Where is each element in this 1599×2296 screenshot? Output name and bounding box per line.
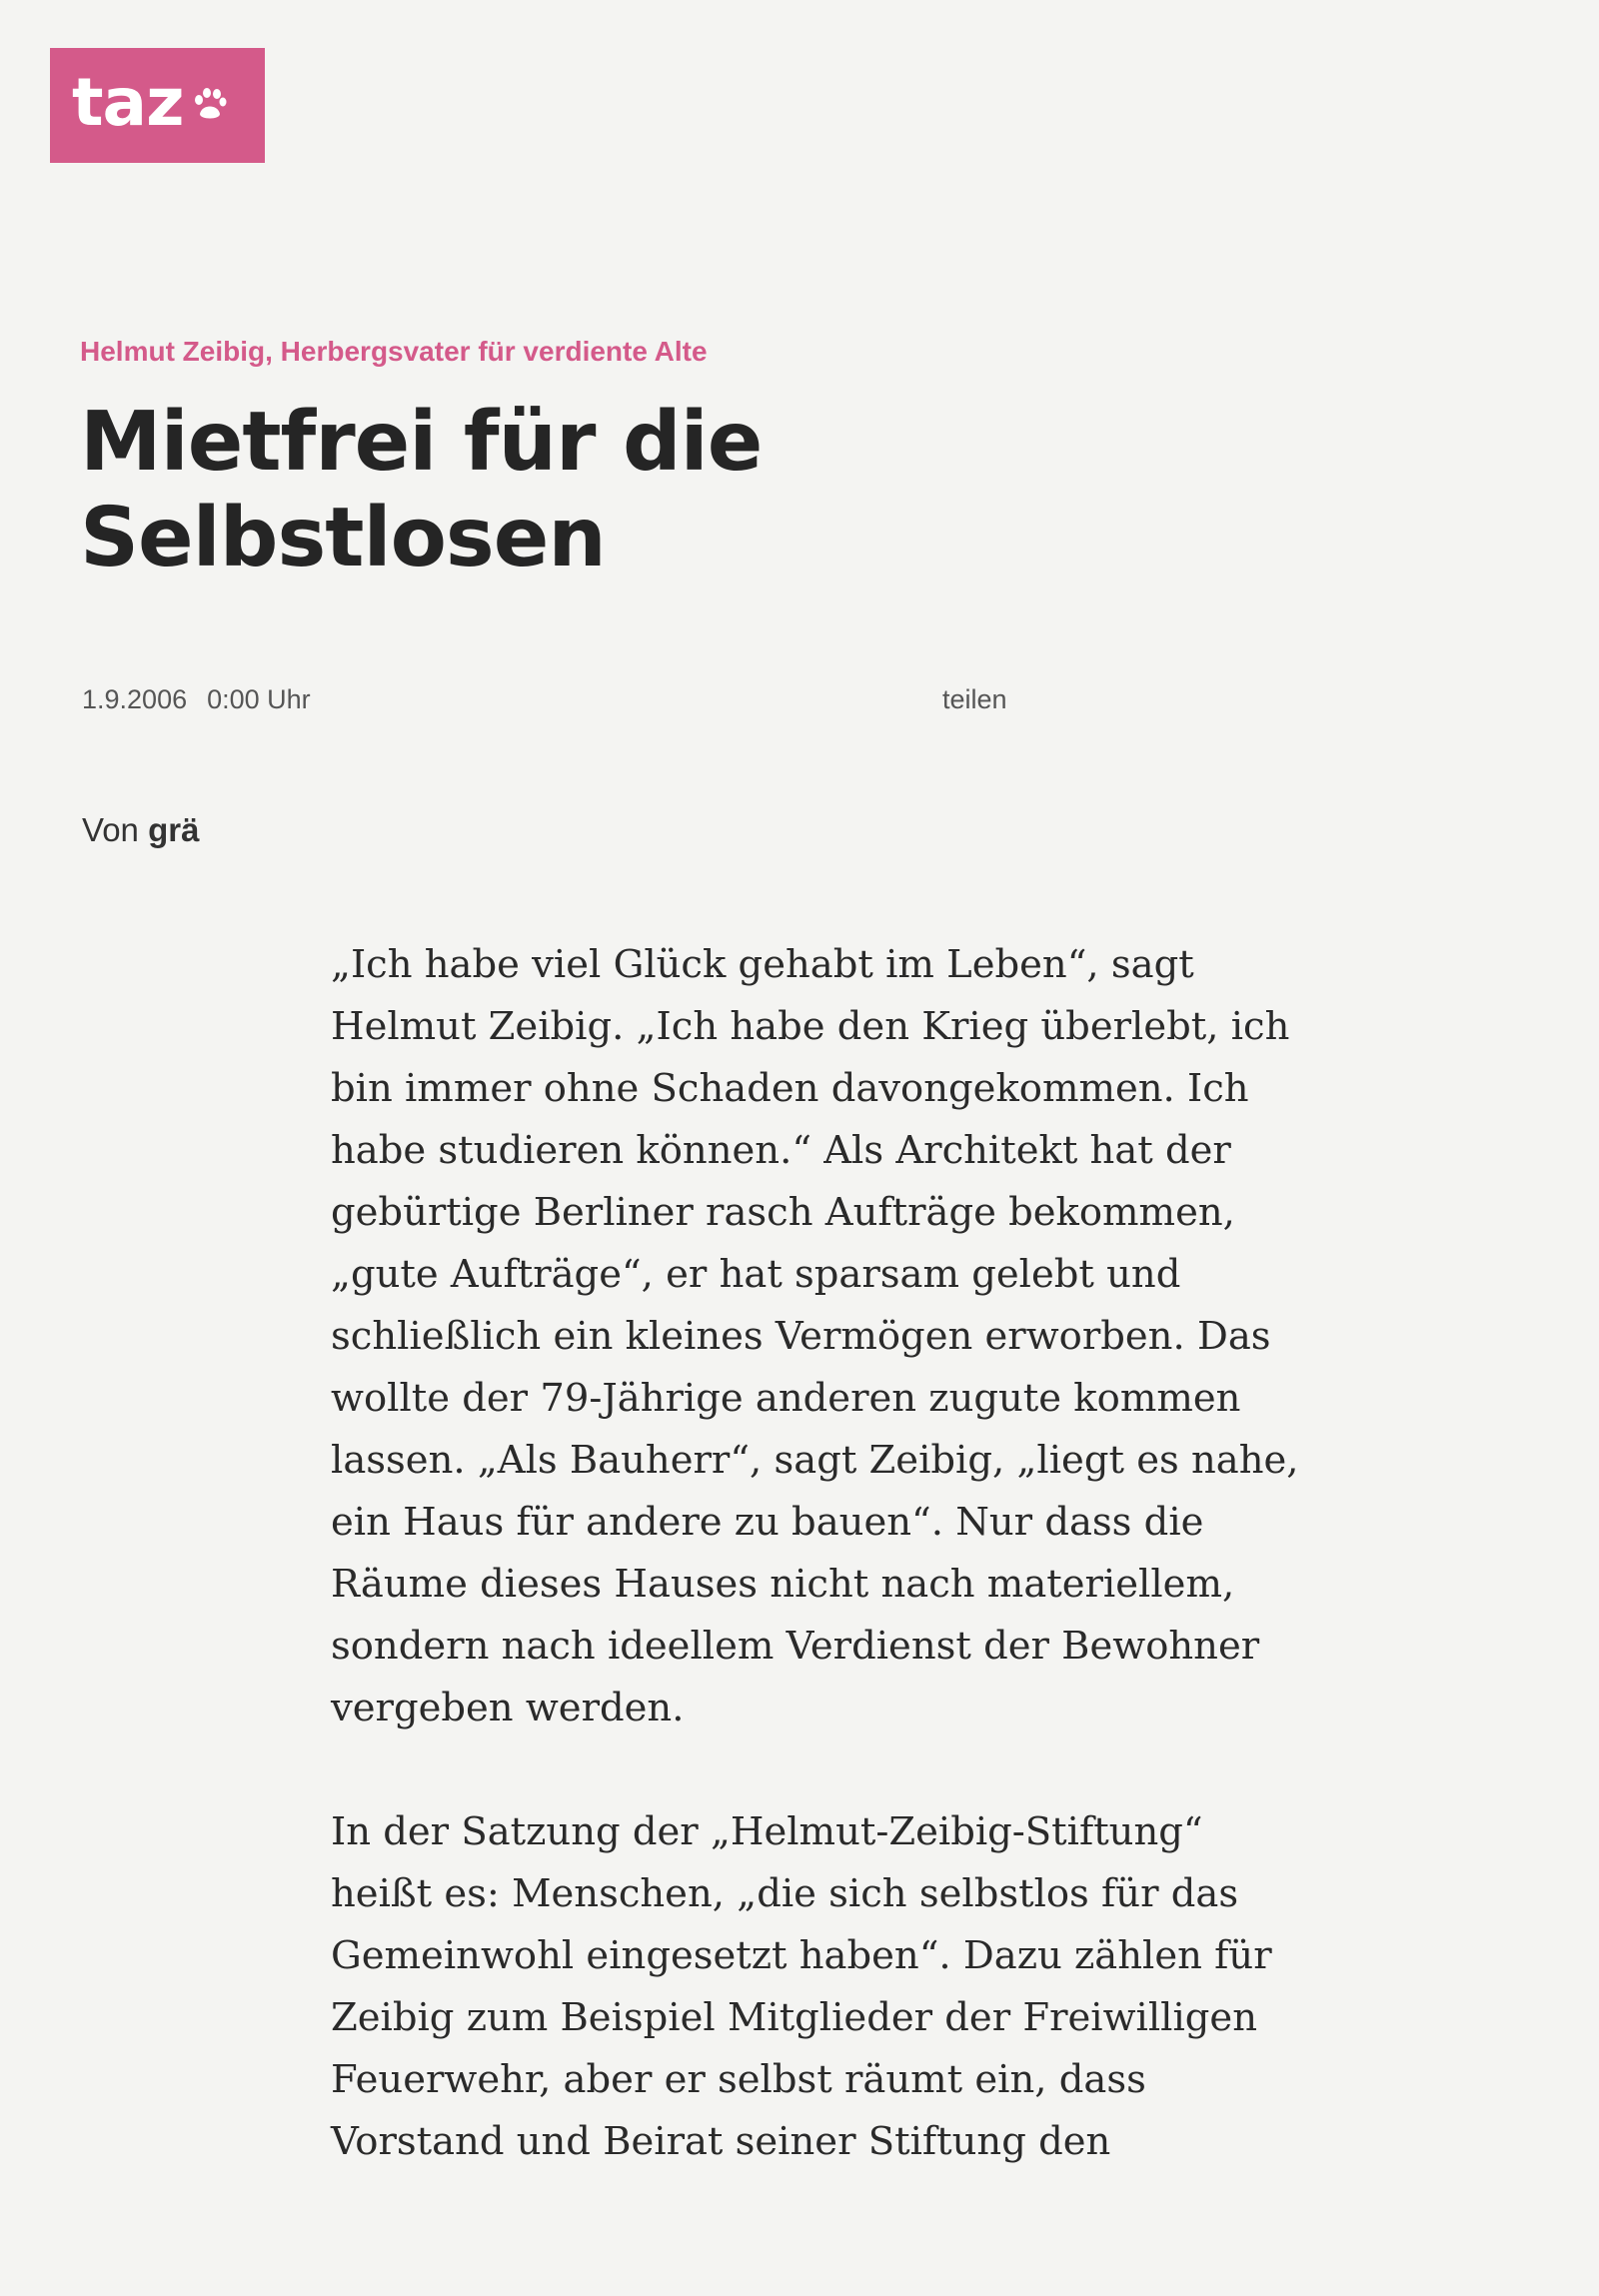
text-line: schließlich ein kleines Vermögen erworben. Das: [331, 1314, 1271, 1359]
article-date: 1.9.2006: [82, 684, 188, 714]
text-line: Helmut Zeibig. „Ich habe den Krieg überlebt, ich: [331, 1004, 1290, 1049]
paw-icon: [190, 84, 230, 124]
text-line: „Ich habe viel Glück gehabt im Leben“, sagt: [331, 942, 1194, 987]
text-line: bin immer ohne Schaden davongekommen. Ich: [331, 1066, 1249, 1111]
text-line: „gute Aufträge“, er hat sparsam gelebt und: [331, 1252, 1181, 1297]
paragraph: [331, 1801, 1270, 2173]
text-line: ein Haus für andere zu bauen“. Nur dass die: [331, 1500, 1204, 1545]
byline: [82, 811, 199, 849]
article-kicker: Helmut Zeibig, Herbergsvater für verdiente Alte: [80, 336, 708, 367]
article-timestamp: [82, 684, 311, 715]
logo-text: taz: [72, 63, 184, 141]
text-line: Gemeinwohl eingesetzt haben“. Dazu zählen für: [331, 1933, 1272, 1978]
text-line: wollte der 79-Jährige anderen zugute kommen: [331, 1376, 1241, 1421]
text-line: gebürtige Berliner rasch Aufträge bekommen,: [331, 1190, 1235, 1235]
text-line: Räume dieses Hauses nicht nach materiellem,: [331, 1562, 1235, 1607]
text-line: vergeben werden.: [331, 1686, 685, 1730]
text-line: In der Satzung der „Helmut-Zeibig-Stiftung“: [331, 1809, 1203, 1854]
text-line: habe studieren können.“ Als Architekt hat der: [331, 1128, 1231, 1173]
headline-line: Selbstlosen: [80, 491, 606, 585]
text-line: Zeibig zum Beispiel Mitglieder der Freiwilligen: [331, 1995, 1258, 2040]
taz-logo[interactable]: [50, 48, 265, 163]
paragraph: [331, 934, 1299, 1739]
headline-line: Mietfrei für die: [80, 395, 763, 490]
article-headline: [80, 395, 1079, 586]
article-body: [331, 934, 1299, 2235]
text-line: Feuerwehr, aber er selbst räumt ein, dass: [331, 2057, 1146, 2102]
text-line: lassen. „Als Bauherr“, sagt Zeibig, „liegt es nahe,: [331, 1438, 1299, 1483]
author-link[interactable]: grä: [148, 811, 200, 848]
text-line: Vorstand und Beirat seiner Stiftung den: [331, 2119, 1111, 2164]
share-link[interactable]: teilen: [942, 684, 1007, 714]
text-line: heißt es: Menschen, „die sich selbstlos für das: [331, 1871, 1239, 1916]
text-line: sondern nach ideellem Verdienst der Bewohner: [331, 1624, 1260, 1669]
article-time: 0:00 Uhr: [207, 684, 311, 714]
byline-prefix: Von: [82, 811, 139, 848]
